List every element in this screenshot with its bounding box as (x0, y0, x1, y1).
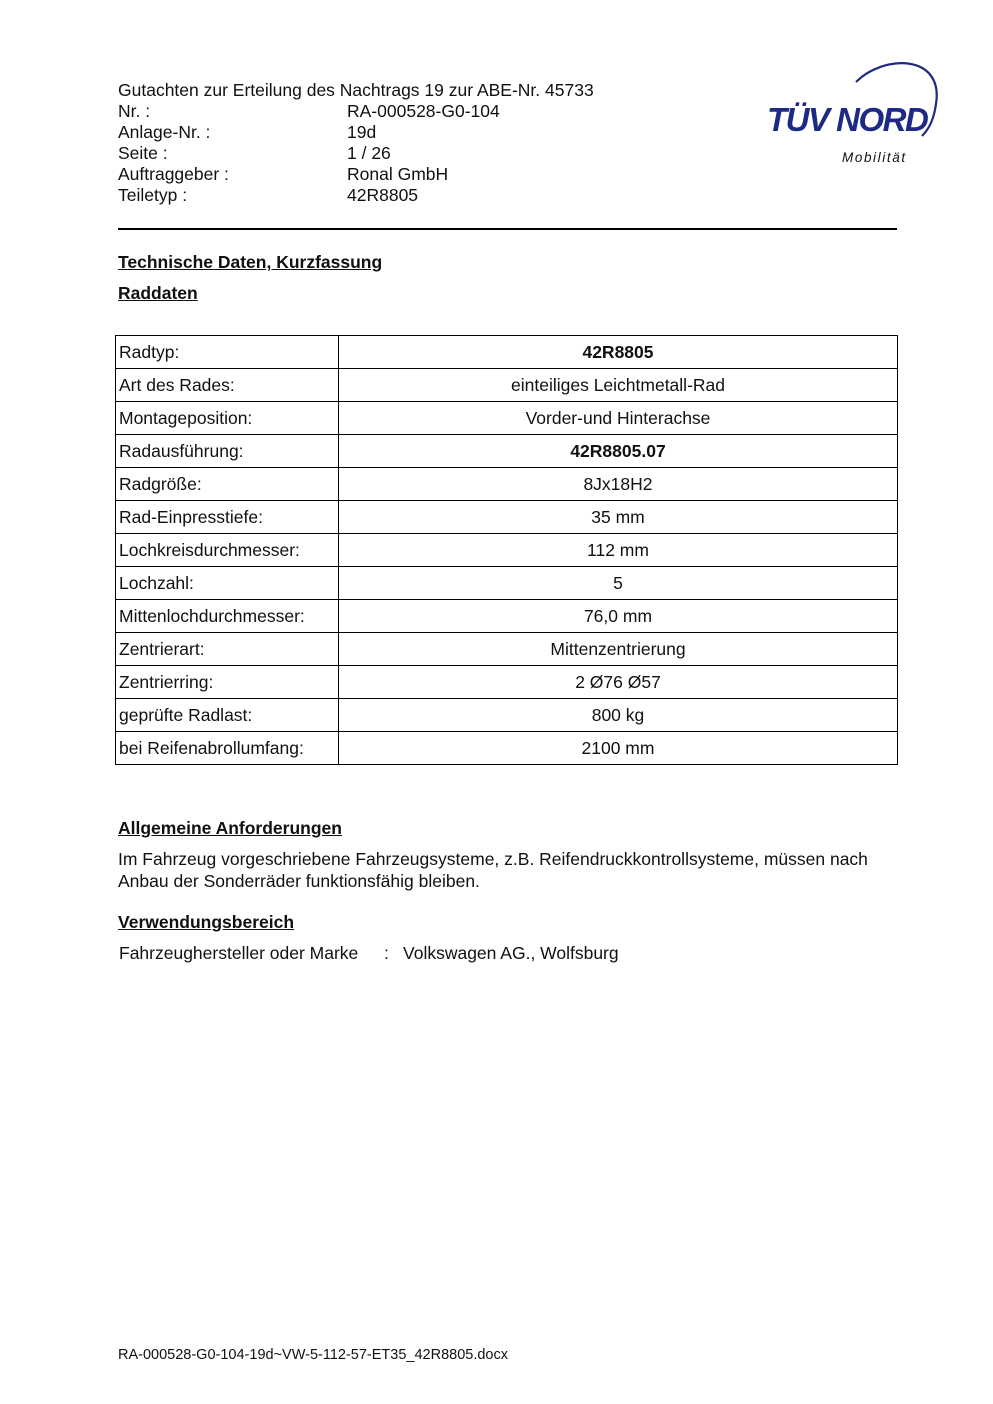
header-label: Nr. : (118, 101, 151, 121)
header-value: RA-000528-G0-104 (347, 101, 500, 121)
section-heading-allgemeine-anforderungen: Allgemeine Anforderungen (118, 818, 342, 838)
document-title: Gutachten zur Erteilung des Nachtrags 19 zur ABE-Nr. 45733 (118, 80, 594, 100)
table-row (116, 633, 898, 666)
table-row (116, 402, 898, 435)
footer-filename: RA-000528-G0-104-19d~VW-5-112-57-ET35_42R8805.docx (118, 1347, 508, 1363)
table-cell-value: einteiliges Leichtmetall-Rad (339, 369, 898, 402)
table-cell-value: 76,0 mm (339, 600, 898, 633)
verwendung-label: Fahrzeughersteller oder Marke (119, 943, 359, 963)
table-cell-label: Radausführung: (116, 435, 339, 468)
table-cell-label: bei Reifenabrollumfang: (116, 732, 339, 765)
table-cell-label: geprüfte Radlast: (116, 699, 339, 732)
table-row (116, 567, 898, 600)
header-label: Anlage-Nr. : (118, 122, 211, 142)
section-heading-technische-daten: Technische Daten, Kurzfassung (118, 252, 383, 272)
table-cell-value: 35 mm (339, 501, 898, 534)
header-row-nr (118, 101, 638, 122)
verwendung-value: Volkswagen AG., Wolfsburg (403, 943, 619, 963)
table-cell-label: Lochkreisdurchmesser: (116, 534, 339, 567)
document-header (118, 80, 638, 206)
header-value: 1 / 26 (347, 143, 391, 163)
allgemeine-anforderungen-text: Im Fahrzeug vorgeschriebene Fahrzeugsysteme, z.B. Reifendruckkontrollsysteme, müssen nach Anbau der Sonderräder funktionsfähig bleiben. (118, 849, 868, 891)
header-row-teiletyp (118, 185, 638, 206)
table-cell-value: 42R8805.07 (339, 435, 898, 468)
verwendungsbereich-row (119, 943, 619, 964)
table-row (116, 468, 898, 501)
table-cell-label: Art des Rades: (116, 369, 339, 402)
tuv-nord-logo (764, 56, 944, 176)
header-row-anlage (118, 122, 638, 143)
header-label: Teiletyp : (118, 185, 188, 205)
section-heading-verwendungsbereich: Verwendungsbereich (118, 912, 295, 932)
header-value: Ronal GmbH (347, 164, 449, 184)
table-row (116, 666, 898, 699)
table-cell-label: Radgröße: (116, 468, 339, 501)
table-cell-value: 800 kg (339, 699, 898, 732)
table-cell-label: Rad-Einpresstiefe: (116, 501, 339, 534)
logo-subtitle: Mobilität (842, 150, 907, 165)
logo-brand: TÜV NORD (767, 101, 928, 138)
table-cell-label: Montageposition: (116, 402, 339, 435)
table-row (116, 534, 898, 567)
header-divider (118, 228, 897, 230)
table-row (116, 501, 898, 534)
header-row-seite (118, 143, 638, 164)
table-row (116, 336, 898, 369)
section-heading-raddaten: Raddaten (118, 283, 198, 303)
header-value: 19d (347, 122, 377, 142)
table-cell-value: 112 mm (339, 534, 898, 567)
table-row (116, 600, 898, 633)
header-value: 42R8805 (347, 185, 419, 205)
table-row (116, 699, 898, 732)
header-label: Seite : (118, 143, 168, 163)
header-row-auftraggeber (118, 164, 638, 185)
table-row (116, 369, 898, 402)
table-cell-label: Zentrierring: (116, 666, 339, 699)
table-cell-value: 2100 mm (339, 732, 898, 765)
wheel-data-table (115, 335, 898, 765)
table-cell-label: Mittenlochdurchmesser: (116, 600, 339, 633)
table-cell-value: 5 (339, 567, 898, 600)
table-cell-label: Radtyp: (116, 336, 339, 369)
table-cell-label: Lochzahl: (116, 567, 339, 600)
table-cell-value: Mittenzentrierung (339, 633, 898, 666)
table-cell-label: Zentrierart: (116, 633, 339, 666)
table-cell-value: 2 Ø76 Ø57 (339, 666, 898, 699)
table-row (116, 732, 898, 765)
table-row (116, 435, 898, 468)
table-cell-value: 8Jx18H2 (339, 468, 898, 501)
table-cell-value: 42R8805 (339, 336, 898, 369)
verwendung-separator: : (384, 943, 389, 963)
table-cell-value: Vorder-und Hinterachse (339, 402, 898, 435)
header-label: Auftraggeber : (118, 164, 229, 184)
